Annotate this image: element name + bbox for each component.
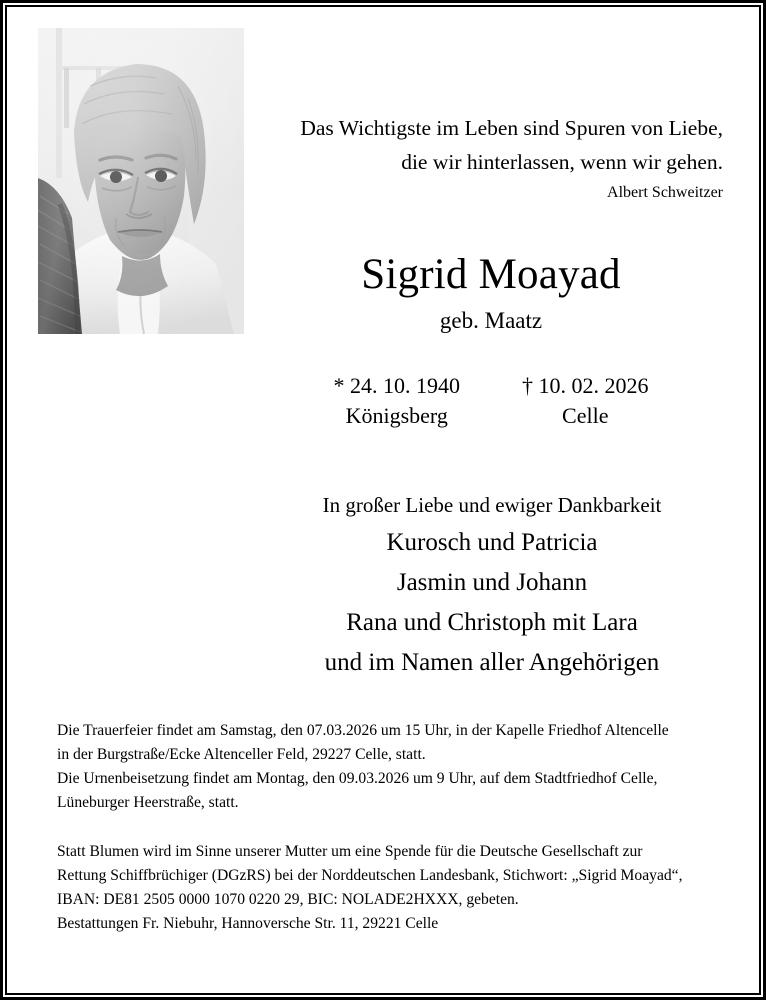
quote-block <box>259 111 723 206</box>
birth-place: Königsberg <box>345 403 448 428</box>
family-member-line: Kurosch und Patricia <box>386 529 598 556</box>
service-line-2: in der Burgstraße/Ecke Altenceller Feld, 29227 Celle, statt. <box>57 746 426 763</box>
service-line-1: Die Trauerfeier findet am Samstag, den 07.03.2026 um 15 Uhr, in der Kapelle Friedhof Altencelle <box>57 722 669 739</box>
birth-details <box>334 371 461 431</box>
family-member-line: und im Namen aller Angehörigen <box>324 649 660 676</box>
quote-line-2: die wir hinterlassen, wenn wir gehen. <box>401 150 723 174</box>
quote-author: Albert Schweitzer <box>607 184 723 201</box>
family-member-line: Jasmin und Johann <box>396 569 588 596</box>
life-dates <box>252 371 730 431</box>
portrait-photo <box>38 28 244 334</box>
donation-line-2: Rettung Schiffbrüchiger (DGzRS) bei der Norddeutschen Landesbank, Stichwort: „Sigrid Moayad“, <box>57 867 683 884</box>
frame-inner-rule <box>5 5 761 995</box>
frame-white-gap <box>3 3 763 997</box>
burial-line-2: Lüneburger Heerstraße, statt. <box>57 794 239 811</box>
donation-line-3: IBAN: DE81 2505 0000 1070 0220 29, BIC: NOLADE2HXXX, gebeten. <box>57 891 519 908</box>
family-member-line: Rana und Christoph mit Lara <box>346 609 638 636</box>
family-block <box>242 487 742 683</box>
deceased-full-name: Sigrid Moayad <box>361 251 621 298</box>
notice-canvas <box>7 7 759 993</box>
family-intro: In großer Liebe und ewiger Dankbarkeit <box>322 493 662 517</box>
deceased-maiden-name: geb. Maatz <box>439 308 543 333</box>
donation-line-1: Statt Blumen wird im Sinne unserer Mutter um eine Spende für die Deutsche Gesellschaft zur <box>57 843 643 860</box>
service-details <box>57 719 724 936</box>
burial-line-1: Die Urnenbeisetzung findet am Montag, den 09.03.2026 um 9 Uhr, auf dem Stadtfriedhof Celle, <box>57 770 658 787</box>
quote-line-1: Das Wichtigste im Leben sind Spuren von Liebe, <box>300 116 723 140</box>
funeral-home: Bestattungen Fr. Niebuhr, Hannoversche Str. 11, 29221 Celle <box>57 915 439 932</box>
death-details <box>522 371 649 431</box>
birth-date: * 24. 10. 1940 <box>333 373 460 398</box>
death-date: † 10. 02. 2026 <box>522 373 649 398</box>
death-place: Celle <box>562 403 609 428</box>
deceased-name-block <box>252 250 730 338</box>
